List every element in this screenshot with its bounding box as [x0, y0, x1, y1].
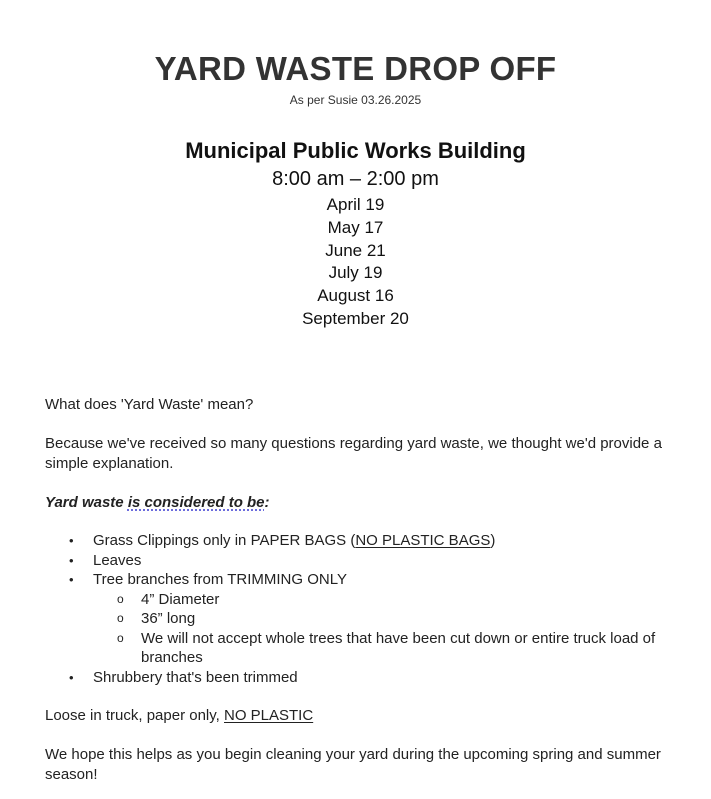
sub-list-item: o We will not accept whole trees that have been cut down or entire truck load of branches: [93, 629, 670, 668]
dates-list: [0, 194, 711, 331]
list-item-leaves: • Leaves: [45, 551, 670, 571]
closing-paragraph: We hope this helps as you begin cleaning your yard during the upcoming spring and summer season!: [45, 746, 661, 783]
location-heading: Municipal Public Works Building: [185, 138, 526, 163]
hours-text: 8:00 am – 2:00 pm: [272, 168, 439, 190]
definition-suffix: :: [264, 494, 270, 511]
date-item: April 19: [326, 195, 385, 214]
date-item: May 17: [327, 217, 384, 237]
yard-waste-list: [45, 531, 670, 687]
loose-text: Loose in truck, paper only,: [45, 707, 224, 724]
date-item: June 21: [325, 240, 386, 260]
intro-paragraph: Because we've received so many questions regarding yard waste, we thought we'd provide a simple explanation.: [45, 435, 662, 472]
no-plastic-bags-text: NO PLASTIC BAGS: [355, 532, 491, 549]
list-item-branches: [45, 570, 670, 668]
date-item: July 19: [328, 263, 383, 283]
loose-paragraph: [45, 706, 670, 726]
definition-heading: [45, 493, 670, 513]
list-item-grass: [45, 531, 670, 551]
definition-prefix: Yard waste: [45, 494, 128, 511]
page-subtitle: As per Susie 03.26.2025: [289, 93, 422, 107]
no-plastic-text: NO PLASTIC: [224, 707, 314, 724]
page-title: YARD WASTE DROP OFF: [154, 50, 557, 87]
list-item-shrubbery: • Shrubbery that's been trimmed: [45, 668, 670, 688]
grass-suffix: ): [490, 532, 496, 549]
sub-list-item: o 36” long: [93, 609, 670, 629]
definition-emphasis: is considered to be: [127, 494, 265, 511]
date-item: September 20: [302, 308, 409, 328]
date-item: August 16: [317, 286, 394, 306]
grass-text: Grass Clippings only in PAPER BAGS (: [93, 532, 356, 549]
branch-rules-list: [93, 590, 670, 668]
question-paragraph: What does 'Yard Waste' mean?: [45, 396, 254, 413]
sub-list-item: o 4” Diameter: [93, 590, 670, 610]
branches-text: Tree branches from TRIMMING ONLY: [93, 571, 347, 588]
